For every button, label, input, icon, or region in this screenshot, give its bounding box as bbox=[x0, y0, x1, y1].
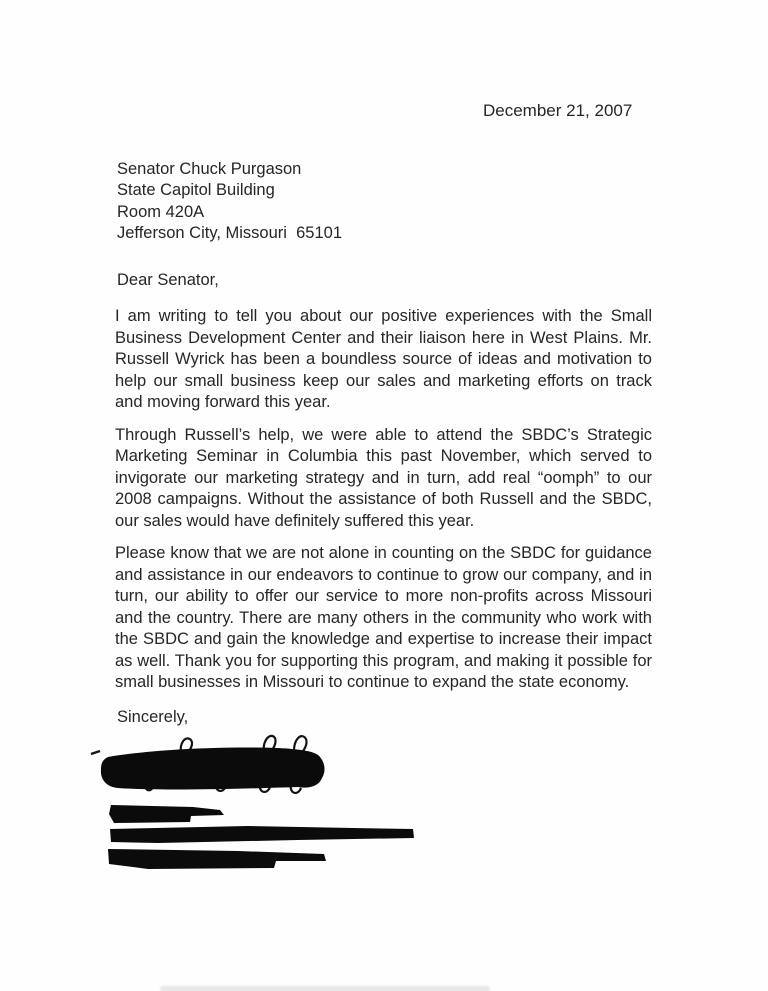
redacted-signature bbox=[88, 730, 338, 798]
redacted-contact-block bbox=[98, 798, 438, 873]
scan-smudge bbox=[160, 986, 490, 991]
signature-stray-mark bbox=[91, 751, 100, 754]
redaction-bar-2 bbox=[110, 826, 414, 843]
paragraph-1: I am writing to tell you about our positive experiences with the Small Business Development Center and their liaison here in West Plains. Mr. Russell Wyrick has been a boundless source of ideas and motivation to help our small business keep our sales and marketing efforts on track and moving forward this year. bbox=[115, 307, 652, 411]
letter-date: December 21, 2007 bbox=[483, 101, 633, 120]
recipient-building: State Capitol Building bbox=[117, 181, 275, 200]
recipient-room: Room 420A bbox=[117, 202, 205, 221]
recipient-name: Senator Chuck Purgason bbox=[117, 160, 302, 178]
redaction-bar-3 bbox=[108, 849, 326, 869]
signature-marker-bar bbox=[101, 747, 325, 789]
paragraph-3: Please know that we are not alone in counting on the SBDC for guidance and assistance in our endeavors to continue to grow our company, and in turn, our ability to offer our service to more non-profits across Missouri and the country. There are many others in the community who work with the SBDC and gain the knowledge and expertise to increase their impact as well. Thank you for supporting this program, and making it possible for small businesses in Missouri to continue to expand the state economy. bbox=[115, 544, 652, 691]
redaction-bar-1 bbox=[109, 805, 224, 823]
letter-body bbox=[115, 306, 652, 705]
recipient-address-block bbox=[117, 159, 342, 244]
paragraph-2: Through Russell’s help, we were able to attend the SBDC’s Strategic Marketing Seminar in Columbia this past November, which served to invigorate our marketing strategy and in turn, add real “oomph” to our 2008 campaigns. Without the assistance of both Russell and the SBDC, our sales would have definitely suffered this year. bbox=[115, 425, 652, 530]
closing-sincerely: Sincerely, bbox=[117, 708, 189, 726]
recipient-city-state-zip: Jefferson City, Missouri 65101 bbox=[117, 223, 342, 242]
salutation: Dear Senator, bbox=[117, 271, 219, 289]
